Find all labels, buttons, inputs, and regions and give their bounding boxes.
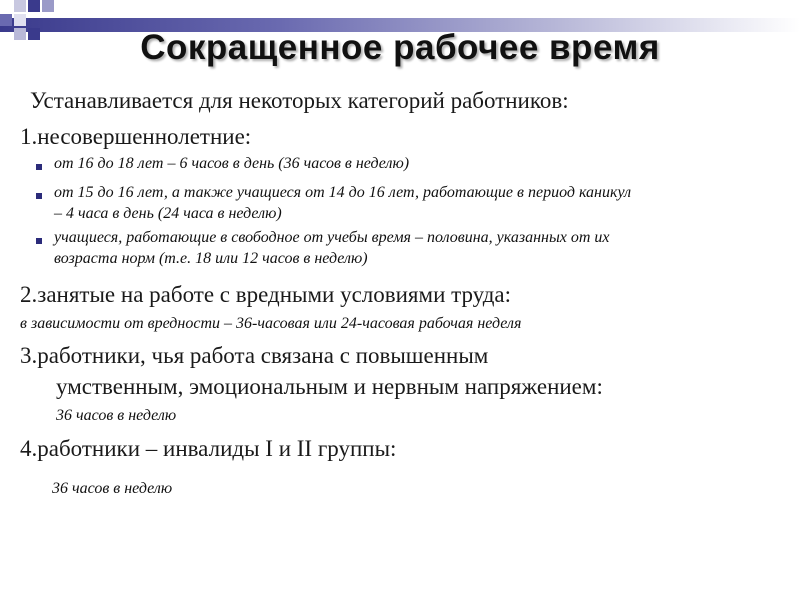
item-1-bullet-2-line-1: от 15 до 16 лет, а также учащиеся от 14 до 16 лет, работающие в период каникул (54, 184, 632, 201)
item-1-bullet-2-line-2: – 4 часа в день (24 часа в неделю) (54, 205, 282, 222)
item-3-heading-line-1: 3.работники, чья работа связана с повышенным (20, 343, 489, 368)
slide-title: Сокращенное рабочее время (140, 28, 660, 67)
item-3-heading-line-2: умственным, эмоциональным и нервным напряжением: (56, 374, 603, 399)
item-1-heading: 1.несовершеннолетние: (20, 124, 252, 149)
item-3-note: 36 часов в неделю (56, 407, 177, 424)
item-2-heading: 2.занятые на работе с вредными условиями труда: (20, 282, 512, 307)
bullet-icon (36, 164, 42, 170)
bullet-icon (36, 193, 42, 199)
item-1-bullet-3-line-2: возраста норм (т.е. 18 или 12 часов в неделю) (54, 250, 368, 267)
item-1-bullet-3-line-1: учащиеся, работающие в свободное от учебы время – половина, указанных от их (54, 229, 610, 246)
item-1-bullet-1: от 16 до 18 лет – 6 часов в день (36 часов в неделю) (54, 155, 410, 172)
item-2-note: в зависимости от вредности – 36-часовая или 24-часовая рабочая неделя (20, 315, 522, 332)
item-4-heading: 4.работники – инвалиды I и II группы: (20, 436, 397, 461)
item-4-note: 36 часов в неделю (52, 480, 173, 497)
bullet-icon (36, 238, 42, 244)
intro-text: Устанавливается для некоторых категорий работников: (30, 88, 569, 113)
